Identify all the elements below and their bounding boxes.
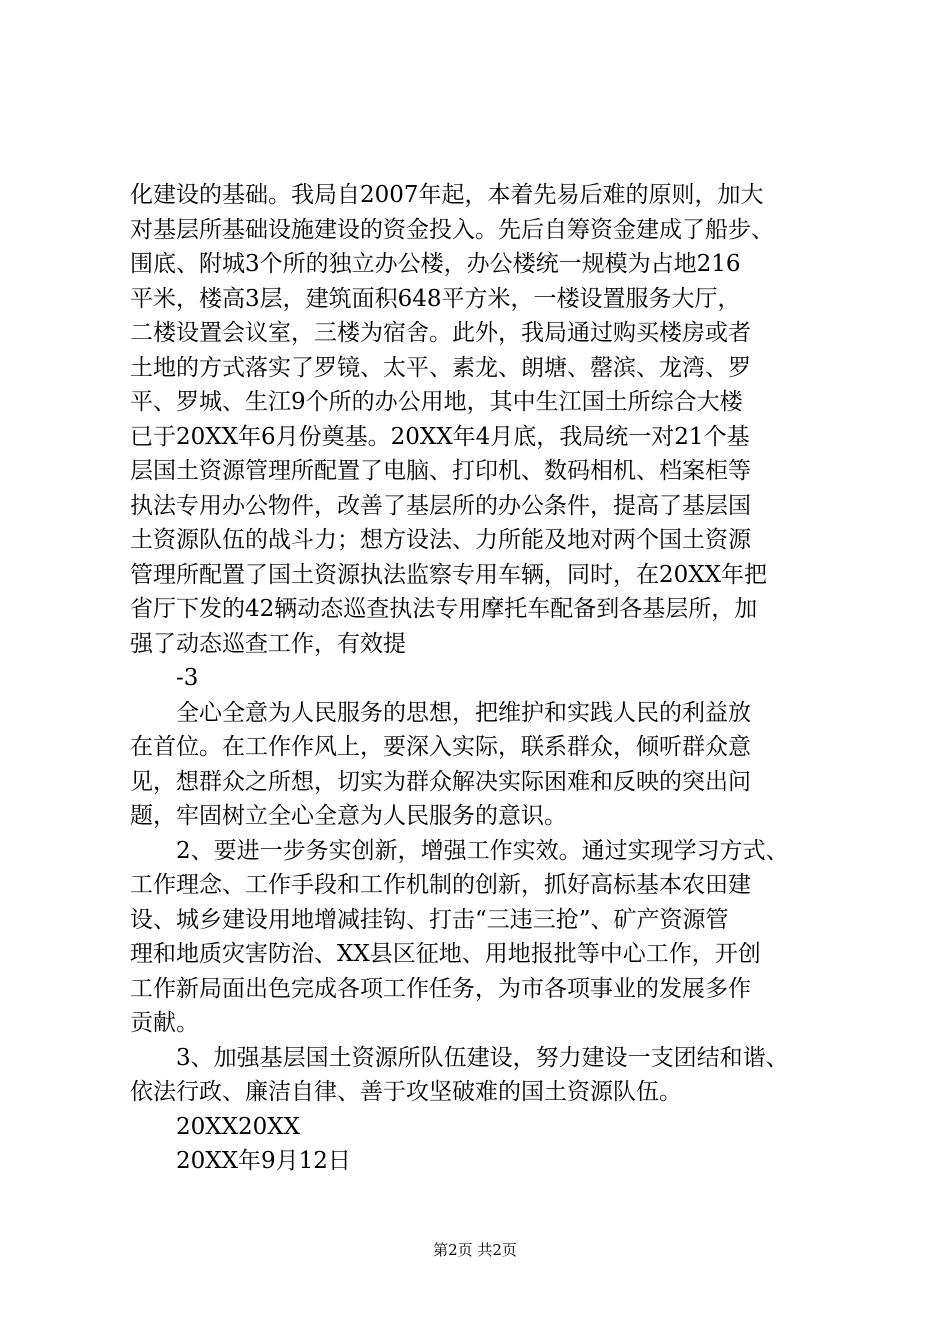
text-line: 3、加强基层国土资源所队伍建设，努力建设一支团结和谐、 [176, 1044, 789, 1071]
page-footer [0, 1240, 950, 1260]
text-line: 贡献。 [130, 1010, 199, 1036]
text-line: 理和地质灾害防治、XX县区征地、用地报批等中心工作，开创 [130, 941, 761, 967]
text-line: 依法行政、廉洁自律、善于攻坚破难的国土资源队伍。 [130, 1079, 682, 1105]
text-line: 层国土资源管理所配置了电脑、打印机、数码相机、档案柜等 [130, 458, 751, 484]
page-number: 第2页 共2页 [433, 1241, 517, 1259]
text-line: 已于20XX年6月份奠基。20XX年4月底，我局统一对21个基 [130, 423, 750, 450]
text-line: 全心全意为人民服务的思想，把维护和实践人民的利益放 [176, 699, 751, 726]
text-line: 工作新局面出色完成各项工作任务，为市各项事业的发展多作 [130, 975, 751, 1002]
text-line: 土地的方式落实了罗镜、太平、素龙、朗塘、罄滨、龙湾、罗 [130, 354, 751, 381]
text-line: 工作理念、工作手段和工作机制的创新，抓好高标基本农田建 [130, 872, 751, 898]
date-line: 20XX年9月12日 [176, 1148, 351, 1174]
text-line: 见，想群众之所想，切实为群众解决实际困难和反映的突出问 [130, 768, 751, 795]
document-body [130, 178, 850, 1179]
text-line: 管理所配置了国土资源执法监察专用车辆，同时，在20XX年把 [130, 561, 768, 588]
text-line: 围底、附城3个所的独立办公楼，办公楼统一规模为占地216 [130, 251, 741, 277]
text-line: 省厅下发的42辆动态巡查执法专用摩托车配备到各基层所，加 [130, 596, 758, 622]
text-line: 平、罗城、生江9个所的办公用地，其中生江国土所综合大楼 [130, 389, 743, 415]
text-line: 二楼设置会议室，三楼为宿舍。此外，我局通过购买楼房或者 [130, 320, 751, 346]
text-line: 强了动态巡查工作，有效提 [130, 630, 406, 657]
text-line: 2、要进一步务实创新，增强工作实效。通过实现学习方式、 [176, 837, 789, 864]
text-line: 对基层所基础设施建设的资金投入。先后自筹资金建成了船步、 [130, 216, 774, 243]
text-line: 化建设的基础。我局自2007年起，本着先易后难的原则，加大 [130, 182, 764, 208]
page-marker: -3 [176, 665, 199, 691]
text-line: 平米，楼高3层，建筑面积648平方米，一楼设置服务大厅， [130, 285, 741, 312]
text-line: 在首位。在工作作风上，要深入实际，联系群众，倾听群众意 [130, 734, 751, 760]
text-line: 土资源队伍的战斗力；想方设法、力所能及地对两个国土资源 [130, 527, 751, 553]
text-line: 题，牢固树立全心全意为人民服务的意识。 [130, 803, 567, 829]
signature-line: 20XX20XX [176, 1113, 301, 1140]
text-line: 执法专用办公物件，改善了基层所的办公条件，提高了基层国 [130, 492, 751, 519]
text-line: 设、城乡建设用地增减挂钩、打击“三违三抢”、矿产资源管 [130, 906, 729, 933]
